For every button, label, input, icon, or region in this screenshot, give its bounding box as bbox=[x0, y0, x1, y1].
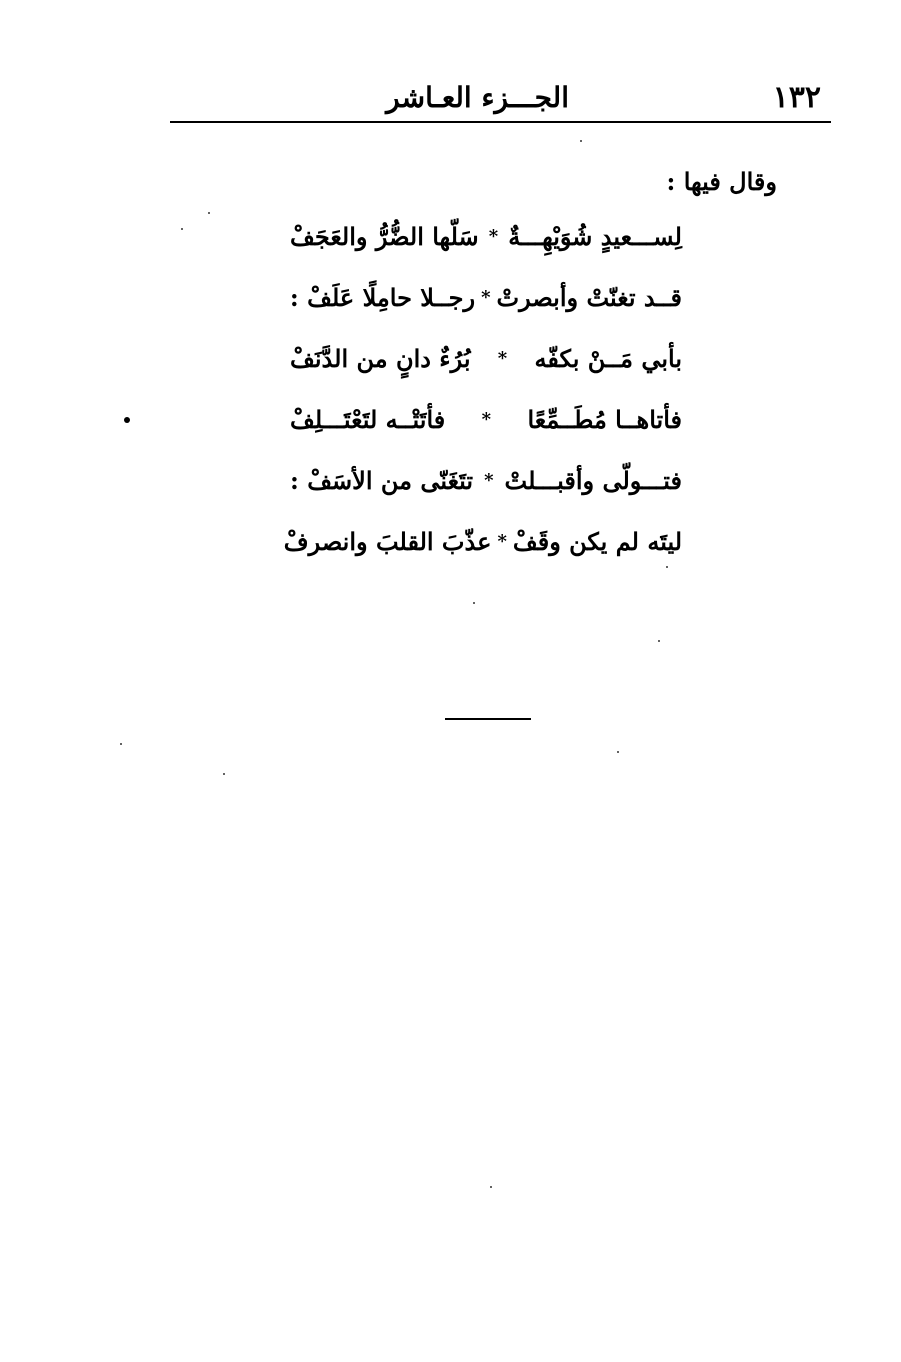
scan-speck bbox=[181, 228, 183, 230]
first-hemistich: ليتَه لم يكن وقَفْ bbox=[512, 527, 682, 556]
second-hemistich: رجــلا حامِلًا عَلَفْ : bbox=[289, 283, 476, 312]
second-hemistich: بُرُءٌ دانٍ من الدَّنَفْ bbox=[290, 344, 471, 373]
scan-speck bbox=[617, 751, 619, 753]
verse bbox=[283, 511, 682, 572]
header-rule bbox=[170, 121, 831, 123]
second-hemistich: عذّبَ القلبَ وانصرفْ bbox=[283, 527, 492, 556]
first-hemistich: لِســـعيدٍ شُوَيْهِـــةٌ bbox=[508, 222, 682, 251]
poem bbox=[283, 206, 682, 572]
first-hemistich: فتـــولّى وأقبـــلتْ bbox=[504, 466, 682, 495]
poem-intro: وقال فيها : bbox=[666, 167, 777, 196]
second-hemistich: تتَغَنّى من الأسَفْ : bbox=[290, 466, 474, 495]
verse-separator: * bbox=[488, 226, 499, 247]
verse-separator: * bbox=[484, 470, 494, 491]
scan-speck bbox=[580, 140, 582, 142]
first-hemistich: بأبي مَــنْ بكفّه bbox=[534, 344, 682, 373]
verse bbox=[290, 267, 682, 328]
scan-speck bbox=[490, 1186, 492, 1188]
page-number: ١٣٢ bbox=[772, 80, 821, 115]
verse bbox=[290, 450, 682, 511]
scan-speck bbox=[666, 566, 668, 568]
second-hemistich: فأتَتْــه لتَعْتَـــلِفْ bbox=[290, 405, 446, 434]
first-hemistich: فأتاهــا مُطَــمِّعًا bbox=[527, 405, 682, 434]
scan-speck bbox=[473, 602, 475, 604]
verse-separator: * bbox=[497, 348, 508, 369]
verse-separator: * bbox=[481, 409, 492, 430]
verse bbox=[290, 389, 682, 450]
verse-separator: * bbox=[481, 287, 491, 308]
scan-speck bbox=[223, 773, 225, 775]
first-hemistich: قــد تغنّتْ وأبصرتْ bbox=[496, 283, 682, 312]
verse bbox=[290, 206, 682, 267]
end-rule bbox=[445, 718, 531, 720]
scan-speck bbox=[124, 417, 130, 423]
running-head: الجـــزء العـاشر bbox=[386, 81, 569, 114]
verse-separator: * bbox=[497, 531, 507, 552]
page-header bbox=[170, 78, 831, 118]
second-hemistich: سَلّها الضُّرُّ والعَجَفْ bbox=[290, 222, 479, 251]
scan-speck bbox=[208, 212, 210, 214]
scan-speck bbox=[658, 640, 660, 642]
scan-speck bbox=[120, 743, 122, 745]
verse bbox=[290, 328, 682, 389]
